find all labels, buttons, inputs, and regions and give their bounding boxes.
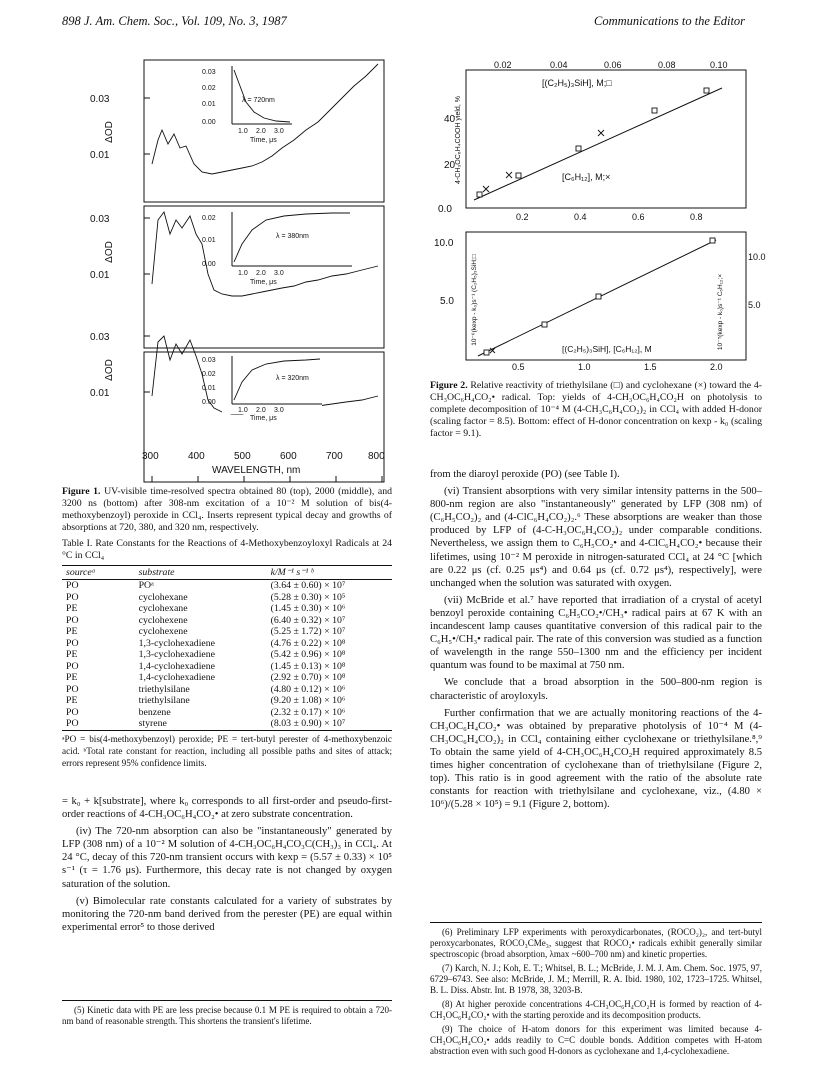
p3-ytick-003: 0.03 [90,332,110,343]
svg-text:0.00: 0.00 [202,399,216,406]
svg-text:0.03: 0.03 [202,357,216,364]
f2-bottom-xlabel: [(C₂H₅)₃SiH], [C₆H₁₂], M [562,344,652,354]
table-row [62,592,392,604]
f1-xlabel: WAVELENGTH, nm [212,465,301,476]
f1-xtick: 700 [326,451,343,462]
p1-inset-label: λ = 720nm [242,97,275,104]
svg-text:10.0: 10.0 [434,238,454,249]
p2-ylabel: ΔOD [104,241,115,263]
left-column-text [62,795,392,938]
svg-text:Time, μs: Time, μs [250,415,277,422]
figure1-chart [62,44,392,462]
table-cell: PO [62,718,135,730]
svg-text:0.01: 0.01 [202,101,216,108]
p1-ylabel: ΔOD [104,121,115,143]
table-row [62,684,392,696]
running-header-right: Communications to the Editor [594,14,746,28]
table-cell: (5.42 ± 0.96) × 10⁸ [270,649,346,660]
table-cell: PO [66,637,79,649]
f1-xtick: 300 [142,451,159,462]
table1-footnote: ᵃPO = bis(4-methoxybenzoyl) peroxide; PE = tert-butyl perester of 4-methoxybenzoic acid. ᵇTotal rate constant for reaction, including all possible paths and sites of attack; errors represent 95% confidence limits. [62,733,392,768]
p2-ytick-001: 0.01 [90,270,110,281]
svg-text:5.0: 5.0 [748,300,761,310]
p3-ytick-001: 0.01 [90,388,110,399]
table-cell: (4.76 ± 0.22) × 10⁸ [270,637,346,649]
svg-text:Time, μs: Time, μs [250,137,277,144]
paragraph: (v) Bimolecular rate constants calculated for a variety of substrates by monitoring the 720-nm band derived from the perester (PE) are equal within experimental error⁵ to those derived [62,895,392,933]
table-row [62,695,392,707]
paragraph: We conclude that a broad absorption in the 500–800-nm region is characteristic of aroyloxyls. [430,677,762,702]
p3-ylabel: ΔOD [104,359,115,381]
table1-title: Table I. Rate Constants for the Reactions of 4-Methoxybenzoyloxyl Radicals at 24 °C in CCl₄ [62,538,392,561]
paragraph: Further confirmation that we are actually monitoring reactions of the 4-CH₃OC₆H₄CO₂• was obtained by preparative photolysis of 10⁻⁴ M (4-CH₃OC₆H₄CO₂)₂ in CCl₄ containing either cyclohexane or triethylsilane.⁸,⁹ To obtain the same yield of 4-CH₃OC₆H₄CO₂H required approximately 8.5 times higher concentration of cyclohexane than of triethylsilane (Figure 2, top). This ratio is in good agreement with the ratio of the absolute rate constants for reaction with triethylsilane and cyclohexane, viz., (4.80 × 10⁶)/(5.28 × 10⁵) = 9.1 (Figure 2, bottom). [430,707,762,811]
svg-text:0.08: 0.08 [658,60,676,70]
svg-text:0.2: 0.2 [516,212,529,222]
f2-bottom-left-ylabel: 10⁻⁶(kexp - k₀)s⁻¹ (C₂H₅)₃SiH;□ [471,254,478,346]
table-cell: (8.03 ± 0.90) × 10⁷ [267,718,392,730]
paragraph: (vii) McBride et al.⁷ have reported that irradiation of a crystal of acetyl benzoyl peroxide containing C₆H₅CO₂•/CH₃• radical pairs at 67 K with an incandescent lamp causes quantitative conversion of this radical pair to the C₆H₅•/CH₃• radical pair. The rate of this conversion was studied as a function of wavelength in the range 550–1300 nm and the efficiency per incident quantum was found to be maximal at 750 nm. [430,594,762,672]
paragraph: (iv) The 720-nm absorption can also be "instantaneously" generated by LFP (308 nm) of a 10⁻² M solution of 4-CH₃OC₆H₄CO₃C(CH₃)₃ in CCl₄. At 24 °C, decay of this 720-nm transient occurs with kexp = (5.57 ± 0.33) × 10⁵ s⁻¹ (τ = 1.76 μs). Furthermore, this decay rate is not changed by oxygen saturation of the solution. [62,826,392,890]
svg-text:2.0: 2.0 [256,270,266,277]
f2-label-hexane: [C₆H₁₂], M;× [562,172,611,182]
figure1-caption: Figure 1. UV-visible time-resolved spectra obtained 80 (top), 2000 (middle), and 3200 ns (bottom) after 308-nm excitation of a 10⁻² M solution of bis(4-methoxybenzoyl) peroxide in CCl₄. Inserts represent typical decay and growths of absorptions at 720, 380, and 320 nm, respectively. [62,486,393,533]
svg-text:0.01: 0.01 [202,385,216,392]
svg-text:1.0: 1.0 [238,270,248,277]
footnote: (6) Preliminary LFP experiments with peroxydicarbonates, (ROCO₂)₂, and tert-butyl peroxycarbonates, ROCO₃CMe₃, suggest that ROCO₂• radicals exhibit generally similar spectroscopic (broad absorption, λmax ~600–700 nm) and kinetic properties. [430,927,762,959]
table-row [62,718,392,730]
svg-text:2.0: 2.0 [256,407,266,414]
f1-xtick: 500 [234,451,251,462]
footnote: (9) The choice of H-atom donors for this experiment was limited because 4-CH₃OC₆H₄CO₂• adds readily to C=C double bonds. Addition competes with H-atom abstraction even with such good H-donors as cyclohexane and 1,4-cyclohexadiene. [430,1024,762,1056]
p1-ytick-001: 0.01 [90,150,110,161]
table-cell: (5.25 ± 1.72) × 10⁷ [270,626,346,637]
table-cell: cyclohexene [138,626,188,637]
svg-text:3.0: 3.0 [274,270,284,277]
table-cell: (9.20 ± 1.08) × 10⁶ [270,695,346,706]
figure2-chart [422,60,766,380]
p2-inset-label: λ = 380nm [276,233,309,240]
f1-xtick: 600 [280,451,297,462]
table-cell: cyclohexene [138,614,188,626]
table-cell: benzene [138,706,171,718]
svg-text:0.10: 0.10 [710,60,728,70]
svg-text:2.0: 2.0 [256,128,266,135]
footnote: (5) Kinetic data with PE are less precise because 0.1 M PE is required to obtain a 720-nm band of reasonable strength. This shortens the transient's lifetime. [62,1005,392,1026]
table-cell: PO [66,660,79,672]
table-row [62,707,392,719]
svg-text:0.03: 0.03 [202,69,216,76]
table-cell: POᵃ [138,580,154,591]
svg-text:3.0: 3.0 [274,407,284,414]
svg-text:0.02: 0.02 [202,215,216,222]
table-row [62,661,392,673]
table-row [62,672,392,684]
table-cell: styrene [135,718,267,730]
svg-text:0.04: 0.04 [550,60,568,70]
table1-grid [62,565,392,731]
figure2-bottom-xticks: 0.5 1.0 1.5 2.0 [512,362,723,372]
paragraph: from the diaroyl peroxide (PO) (see Table I). [430,469,620,480]
table-cell: cyclohexane [138,591,188,603]
table-cell: (2.32 ± 0.17) × 10⁶ [270,706,346,718]
table-cell: PE [66,672,78,683]
table-cell: PO [66,591,79,603]
figure2-caption: Figure 2. Relative reactivity of triethylsilane (□) and cyclohexane (×) toward the 4-CH₃OC₆H₄CO₂• radical. Top: yields of 4-CH₃OC₆H₄CO₂H on photolysis to complete decomposition of 10⁻⁴ M (4-CH₃C₆H₄CO₂)₂ in CCl₄ with added H-donor (scaling factor = 8.5). Bottom: effect of H-donor concentration on kexp - k₀ (scaling factor = 9.1). [430,380,763,439]
table-cell: PO [66,614,79,626]
table-row [62,580,392,592]
svg-text:3.0: 3.0 [274,128,284,135]
svg-text:0.02: 0.02 [494,60,512,70]
table-cell: PO [66,580,79,591]
table-cell: PE [66,695,78,706]
f2-top-hexane-points [483,130,604,192]
right-column-text [430,468,762,815]
table-cell: PE [66,626,78,637]
footnote: (7) Karch, N. J.; Koh, E. T.; Whitsel, B. L.; McBride, J. M. J. Am. Chem. Soc. 1975, 97, 6729–6743. See also: McBride, J. M.; Merrill, R. A. Ibid. 1980, 102, 1723–1725. Whitsel, B. L. Diss. Abstr. Int. B 1978, 38, 3203-B. [430,963,762,995]
svg-text:1.0: 1.0 [238,128,248,135]
table-row [62,649,392,661]
table1 [62,538,392,769]
svg-text:5.0: 5.0 [440,296,454,307]
table-cell: PE [66,603,78,614]
table-cell: triethylsilane [138,683,190,695]
table-row [62,626,392,638]
figure1-xaxis [62,451,392,481]
table-cell: (2.92 ± 0.70) × 10⁸ [270,672,346,683]
table-cell: PE [66,649,78,660]
svg-text:0.4: 0.4 [574,212,587,222]
svg-text:0.06: 0.06 [604,60,622,70]
f2-bottom-points [484,238,715,355]
svg-text:Time, μs: Time, μs [250,279,277,286]
svg-text:0.6: 0.6 [632,212,645,222]
f2-top-ylabel: 4-CH₃OC₆H₄COOH yield, % [455,96,462,184]
f2-top-fit-line [474,88,722,200]
table-cell: PO [66,683,79,695]
table-cell: 1,4-cyclohexadiene [138,672,216,683]
svg-text:0.01: 0.01 [202,237,216,244]
p3-inset-label: λ = 320nm [276,375,309,382]
table-cell: (5.28 ± 0.30) × 10⁵ [270,591,346,603]
table-cell: PO [66,706,79,718]
svg-text:40: 40 [444,114,456,125]
f1-xtick: 400 [188,451,205,462]
svg-text:0.02: 0.02 [202,85,216,92]
table-cell: cyclohexane [138,603,188,614]
svg-text:0.8: 0.8 [690,212,703,222]
col-substrate: substrate [135,566,267,580]
table-cell: (3.64 ± 0.60) × 10⁷ [270,580,346,591]
table-row [62,638,392,650]
table-row [62,603,392,615]
f2-bottom-right-ylabel: 10⁻⁵(kexp - k₀)s⁻¹ C₆H₁₂;× [717,273,724,351]
table-cell: 1,3-cyclohexadiene [138,649,216,660]
f2-label-silane: [(C₂H₅)₃SiH], M;□ [542,78,612,88]
svg-text:10.0: 10.0 [748,252,766,262]
svg-text:20: 20 [444,160,456,171]
footnote: (8) At higher peroxide concentrations 4-CH₃OC₆H₄CO₂H is formed by reaction of 4-CH₃OC₆H₄CO₂• with the starting peroxide and its decomposition products. [430,999,762,1020]
svg-text:0.00: 0.00 [202,119,216,126]
col-source: sourceᵃ [62,566,135,580]
f1-xtick: 800 [368,451,385,462]
table-cell: 1,4-cyclohexadiene [138,660,216,672]
table-row [62,615,392,627]
col-k: k/M⁻¹ s⁻¹ ᵇ [267,566,392,580]
p2-ytick-003: 0.03 [90,214,110,225]
table-cell: (1.45 ± 0.13) × 10⁸ [270,660,346,672]
table-cell: triethylsilane [138,695,190,706]
table-cell: (6.40 ± 0.32) × 10⁷ [270,614,346,626]
svg-text:0.00: 0.00 [202,261,216,268]
right-footnotes [430,922,762,1060]
table-cell: (1.45 ± 0.30) × 10⁶ [270,603,346,614]
svg-text:0.0: 0.0 [438,204,452,215]
svg-text:1.0: 1.0 [238,407,248,414]
table-cell: (4.80 ± 0.12) × 10⁶ [270,683,346,695]
paragraph: (vi) Transient absorptions with very similar intensity patterns in the 500–800-nm region are also "instantaneously" generated by LFP (308 nm) of (C₆H₅CO₂)₂ and (4-ClC₆H₄CO₂)₂.⁶ These absorptions are weaker than those produced by LFP of (4-C-H₃OC₆H₄CO₂)₂ under comparable conditions. Nevertheless, we assign them to C₆H₅CO₂• and 4-ClC₆H₄CO₂• because their lifetimes, using 10⁻² M peroxide in nitrogen-saturated CCl₄ at 24 °C [which are 0.22 μs (cf. 0.25 μs⁴) and 0.64 μs (cf. 0.72 μs⁴), respectively], were unchanged when the solution was saturated with oxygen. [430,486,762,589]
left-footnotes [62,1000,392,1030]
paragraph: = k₀ + k[substrate], where k₀ corresponds to all first-order and pseudo-first-order reactions of 4-CH₃OC₆H₄CO₂• at zero substrate concentration. [62,796,392,821]
p1-ytick-003: 0.03 [90,94,110,105]
running-header-left: 898 J. Am. Chem. Soc., Vol. 109, No. 3, 1987 [62,14,287,28]
svg-text:0.02: 0.02 [202,371,216,378]
table-cell: 1,3-cyclohexadiene [138,637,216,649]
